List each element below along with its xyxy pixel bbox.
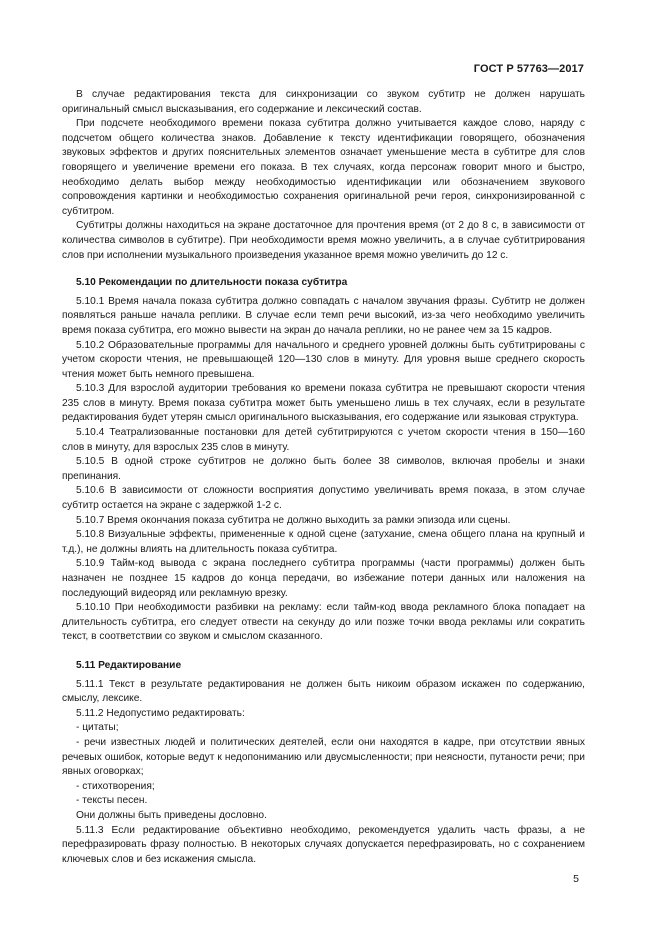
paragraph: Они должны быть приведены дословно.: [76, 809, 267, 821]
paragraph: В случае редактирования текста для синхронизации со звуком субтитр не должен нарушать оригинальный смысл высказывания, его содержание и лексический состав.: [62, 89, 585, 115]
clause-5-11-3: 5.11.3 Если редактирование объективно необходимо, рекомендуется удалить часть фразы, а не перефразировать фразу полностью. В некоторых случаях допускается перефразировать, но с сохранением ключевых слов и без искажения смысла.: [62, 824, 585, 865]
clause-5-10-7: 5.10.7 Время окончания показа субтитра не должно выходить за рамки эпизода или сцены.: [76, 514, 511, 526]
list-item: - стихотворения;: [76, 780, 155, 792]
clause-5-10-3: 5.10.3 Для взрослой аудитории требования ко времени показа субтитра не превышают скорости чтения 235 слов в минуту. Время показа субтитра может быть уменьшено лишь в тех случаях, если в результате редактирования будет утерян смысл оригинального высказывания, его содержание или языковая структура.: [62, 383, 585, 424]
page-number: 5: [573, 873, 579, 885]
clause-5-10-2: 5.10.2 Образовательные программы для начального и среднего уровней должны быть субтитрированы с учетом скорости чтения, не превышающей 120—130 слов в минуту. Для уровня выше среднего скорость чтения может быть немного превышена.: [62, 339, 585, 380]
clause-5-10-5: 5.10.5 В одной строке субтитров не должно быть более 38 символов, включая пробелы и знаки препинания.: [62, 456, 585, 482]
clause-5-10-9: 5.10.9 Тайм-код вывода с экрана последнего субтитра программы (части программы) должен быть назначен не позднее 15 кадров до конца передачи, во избежание потери данных или наложения на последующий видеоряд или рекламную врезку.: [62, 558, 585, 599]
document-id: ГОСТ Р 57763—2017: [473, 63, 584, 75]
clause-5-10-6: 5.10.6 В зависимости от сложности восприятия допустимо увеличивать время показа, в этом случае субтитр остается на экране с задержкой 1-2 с.: [62, 485, 585, 512]
clause-5-10-1: 5.10.1 Время начала показа субтитра должно совпадать с началом звучания фразы. Субтитр не должен появляться раньше начала реплики. В случае если темп речи высокий, из-за чего необходимо увеличить время показа субтитра, его можно вывести на экран до начала реплики, но не ранее чем за 15 кадров.: [62, 295, 585, 336]
paragraph: Субтитры должны находиться на экране достаточное для прочтения время (от 2 до 8 с, в зависимости от количества символов в субтитре). При необходимости время можно увеличить, а в случае субтитрирования слов при исполнении музыкального произведения указанное время можно увеличить до 12 с.: [62, 220, 585, 261]
list-item: - цитаты;: [76, 722, 119, 734]
clause-5-11-2: 5.11.2 Недопустимо редактировать:: [76, 707, 245, 719]
clause-5-11-1: 5.11.1 Текст в результате редактирования не должен быть никоим образом искажен по содержанию, смыслу, лексике.: [62, 678, 585, 705]
clause-5-10-4: 5.10.4 Театрализованные постановки для детей субтитрируются с учетом скорости чтения в 150—160 слов в минуту, для взрослых 235 слов в минуту.: [62, 427, 585, 453]
paragraph: При подсчете необходимого времени показа субтитра должно учитывается каждое слово, наряду с подсчетом общего количества знаков. Добавление к тексту идентификации говорящего, обозначения звуковых эффектов и других пояснительных элементов означает уменьшение места в субтитре для слов говорящего и увеличение времени его показа. В тех случаях, когда персонаж говорит много и быстро, необходимо делать выбор между необходимостью идентификации или обозначением звукового сопровождения картинки и необходимостью сохранения оригинальной речи героя, синхронизированной с субтитром.: [62, 118, 585, 217]
list-item: - тексты песен.: [76, 795, 148, 807]
section-heading-5-11: 5.11 Редактирование: [76, 659, 182, 671]
list-item: - речи известных людей и политических деятелей, если они находятся в кадре, при отсутствии явных речевых ошибок, которые ведут к недопониманию или двусмысленности; при неясности, путаности речи; при явных оговорках;: [62, 736, 585, 778]
clause-5-10-8: 5.10.8 Визуальные эффекты, примененные к одной сцене (затухание, смена общего плана на крупный и т.д.), не должны влиять на длительность показа субтитра.: [62, 529, 585, 555]
clause-5-10-10: 5.10.10 При необходимости разбивки на рекламу: если тайм-код ввода рекламного блока попадает на длительность субтитра, его следует отвести на секунду до или позже точки ввода рекламы или сократить текст, в соответствии со звуком и смыслом сказанного.: [62, 602, 585, 643]
document-body: [62, 88, 585, 867]
section-heading-5-10: 5.10 Рекомендации по длительности показа субтитра: [76, 277, 348, 289]
